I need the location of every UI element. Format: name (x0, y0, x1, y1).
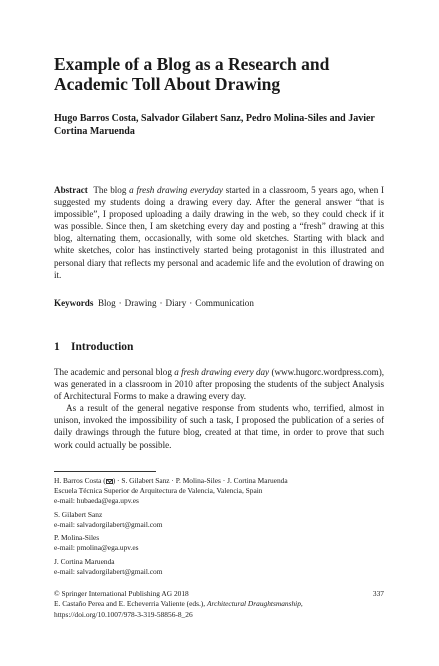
keyword-item: Blog (97, 298, 116, 308)
envelope-icon (106, 479, 113, 484)
intro-paragraph-1 (54, 366, 384, 402)
abstract-text-start: The blog (93, 185, 130, 195)
book-title: Architectural Draughtsmanship (206, 599, 301, 609)
author-footnotes (54, 476, 384, 580)
section-heading (54, 340, 384, 354)
keyword-separator: · (189, 298, 193, 308)
citation-line (54, 599, 384, 609)
footnote-name: P. Molina-Siles (54, 533, 100, 542)
citation-text: , (300, 599, 303, 609)
keyword-separator: · (159, 298, 163, 308)
footnote-divider (54, 471, 156, 472)
section-number: 1 (54, 341, 60, 353)
intro-text: The academic and personal blog (54, 367, 175, 377)
copyright-block (54, 589, 384, 620)
intro-text: ( (269, 367, 275, 377)
abstract (54, 184, 384, 281)
footnote-email: e-mail: salvadorgilabert@gmail.com (54, 566, 163, 576)
keyword-item: Communication (195, 298, 254, 308)
paper-title: Example of a Blog as a Research and Academic Toll About Drawing (54, 54, 330, 94)
abstract-text-rest: started in a classroom, 5 years ago, when I suggested my students doing a drawing every day. After the general answer “that is impossible”, I proposed uploading a daily drawing in the web, so they could check if it was possible. Since then, I am sketching every day and posting a “fresh” drawing at this blog, alternating them, occasionally, with some old sketches. Starting with black and white sketches, color has instinctively started being protagonist in this illustrated and personal diary that reflects my personal and academic life and the evolution of drawing on it. (54, 185, 385, 280)
footnote-name: J. Cortina Maruenda (54, 556, 115, 566)
introduction-body (54, 366, 384, 451)
section-title: Introduction (71, 341, 134, 353)
footnote-author-names: H. Barros Costa ( (54, 476, 106, 485)
citation-editors: E. Castaño Perea and E. Echeverria Valiente (eds.), (54, 599, 207, 609)
blog-url-link[interactable]: www.hugorc.wordpress.com (274, 367, 379, 377)
keyword-item: Diary (165, 298, 187, 308)
footnote-email: e-mail: salvadorgilabert@gmail.com (54, 519, 163, 529)
abstract-blog-name: a fresh drawing everyday (129, 185, 223, 195)
footnote-author-1 (54, 476, 384, 506)
footnote-name: S. Gilabert Sanz (54, 509, 103, 519)
abstract-label: Abstract (54, 185, 88, 195)
intro-blog-name: a fresh drawing every day (174, 367, 270, 377)
footnote-author-names: ) · S. Gilabert Sanz · P. Molina-Siles · J. Cortina Maruenda (112, 476, 288, 485)
keyword-item: Drawing (124, 298, 157, 308)
keywords (54, 297, 384, 309)
author-list: Hugo Barros Costa, Salvador Gilabert Sanz, Pedro Molina-Siles and Javier Cortina Maruenda (54, 113, 375, 137)
footnote-affiliation: Escuela Técnica Superior de Arquitectura de Valencia, Valencia, Spain (54, 486, 263, 495)
footnote-author-2 (54, 510, 384, 530)
intro-text: ), was generated in a classroom in 2010 after proposing the students of the subject Analysis of Architectural Forms to make a drawing every day. (54, 367, 385, 402)
footnote-author-4 (54, 557, 384, 577)
keywords-label: Keywords (54, 298, 94, 308)
footnote-email: e-mail: pmolina@ega.upv.es (54, 543, 139, 552)
keyword-separator: · (118, 298, 122, 308)
footnote-email: e-mail: hubaeda@ega.upv.es (54, 496, 139, 505)
page-number: 337 (372, 589, 384, 598)
copyright-line: © Springer International Publishing AG 2018 (54, 589, 189, 598)
doi-link[interactable]: https://doi.org/10.1007/978-3-319-58856-8_26 (54, 609, 193, 619)
footnote-author-3 (54, 533, 384, 553)
intro-paragraph-2: As a result of the general negative response from students who, terrified, almost in unison, invoked the impossibility of such a task, I proposed the publication of a series of daily drawings through the future blog, created at that time, in order to prove that such work could actually be possible. (54, 403, 384, 450)
